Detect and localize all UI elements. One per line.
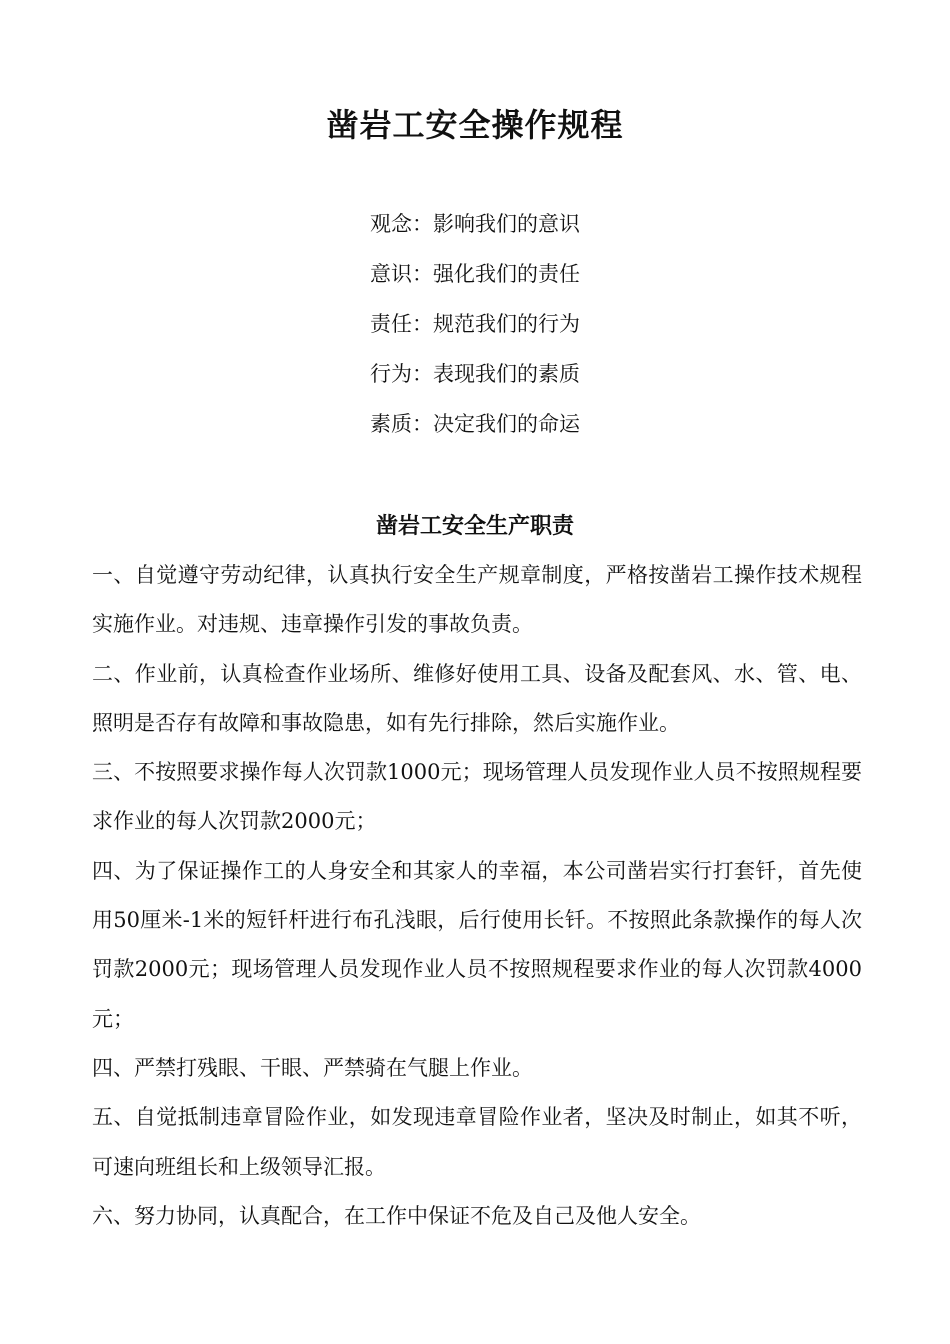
clause-list <box>92 551 862 1241</box>
clause-item: 一、自觉遵守劳动纪律，认真执行安全生产规章制度，严格按凿岩工操作技术规程实施作业。对违规、违章操作引发的事故负责。 <box>92 563 862 637</box>
clause-item: 二、作业前，认真检查作业场所、维修好使用工具、设备及配套风、水、管、电、照明是否存有故障和事故隐患，如有先行排除，然后实施作业。 <box>92 661 862 735</box>
clause-item: 六、努力协同，认真配合，在工作中保证不危及自己及他人安全。 <box>92 1203 701 1228</box>
motto-list <box>0 202 950 452</box>
page-title: 凿岩工安全操作规程 <box>326 106 624 144</box>
motto-line: 意识：强化我们的责任 <box>370 262 580 286</box>
section-title: 凿岩工安全生产职责 <box>375 513 574 539</box>
motto-line: 责任：规范我们的行为 <box>370 312 580 336</box>
motto-line: 观念：影响我们的意识 <box>370 212 580 236</box>
clause-item: 四、严禁打残眼、干眼、严禁骑在气腿上作业。 <box>92 1055 533 1080</box>
clause-item: 三、不按照要求操作每人次罚款1000元；现场管理人员发现作业人员不按照规程要求作业的每人次罚款2000元； <box>92 760 862 834</box>
motto-line: 行为：表现我们的素质 <box>370 362 580 386</box>
clause-item: 四、为了保证操作工的人身安全和其家人的幸福，本公司凿岩实行打套钎，首先使用50厘米-1米的短钎杆进行布孔浅眼，后行使用长钎。不按照此条款操作的每人次罚款2000元；现场管理人员发现作业人员不按照规程要求作业的每人次罚款4000元； <box>92 858 862 1031</box>
clause-item: 五、自觉抵制违章冒险作业，如发现违章冒险作业者，坚决及时制止，如其不听，可速向班组长和上级领导汇报。 <box>92 1105 862 1179</box>
motto-line: 素质：决定我们的命运 <box>370 412 580 436</box>
